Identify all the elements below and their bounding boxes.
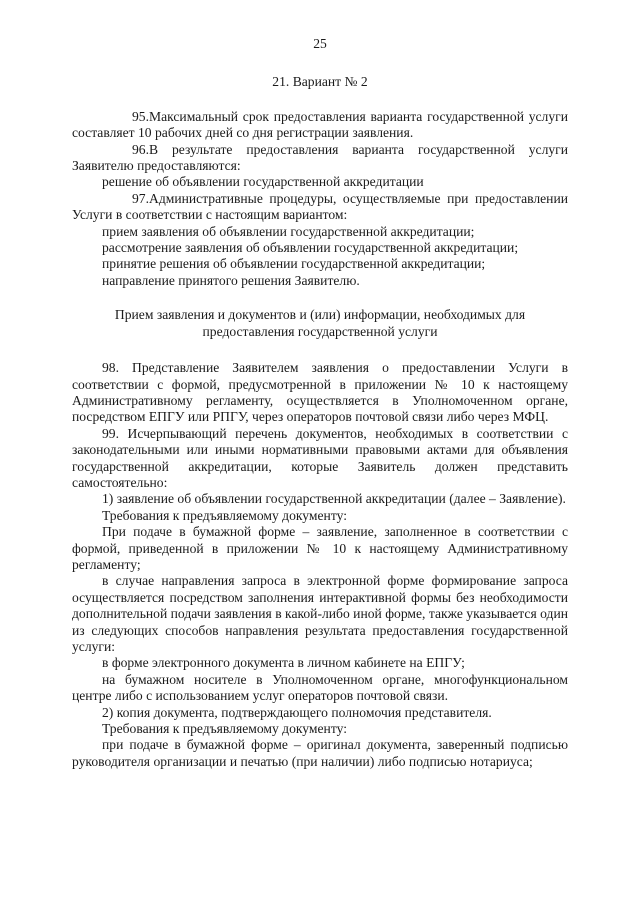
paragraph-text: направление принятого решения Заявителю.	[102, 272, 360, 288]
paragraph	[72, 142, 568, 175]
paragraph-text: в случае направления запроса в электронной форме формирование запроса осуществляется посредством заполнения интерактивной формы без необходимости дополнительной подачи заявления в какой-либо иной форме, также указывается один из следующих способов направления результата предоставления государственной услуги:	[72, 573, 568, 654]
paragraph-text: Административные процедуры, осуществляемые при предоставлении Услуги в соответствии с настоящим вариантом:	[72, 190, 568, 223]
paragraph-text: При подаче в бумажной форме – заявление, заполненное в соответствии с формой, приведенной в приложении № 10 к настоящему Административному регламенту;	[72, 524, 568, 572]
paragraph-text: Требования к предъявляемому документу:	[102, 507, 347, 523]
paragraph	[72, 737, 568, 770]
paragraph	[72, 655, 568, 671]
paragraph	[72, 426, 568, 492]
paragraphs-top	[72, 109, 568, 289]
paragraph-text: 2) копия документа, подтверждающего полномочия представителя.	[102, 704, 492, 720]
paragraph-text: 98. Представление Заявителем заявления о предоставлении Услуги в соответствии с формой, предусмотренной в приложении № 10 к настоящему Административному регламенту, осуществляется в Уполномоченном органе, посредством ЕПГУ или РПГУ, через операторов почтовой связи либо через МФЦ.	[72, 360, 568, 425]
paragraph	[72, 174, 568, 190]
paragraph-number: 97.	[132, 190, 149, 206]
paragraph-text: Требования к предъявляемому документу:	[102, 721, 347, 737]
paragraph-text: на бумажном носителе в Уполномоченном органе, многофункциональном центре либо с использованием услуг операторов почтовой связи.	[72, 671, 568, 704]
paragraph	[72, 524, 568, 573]
paragraph-text: Максимальный срок предоставления варианта государственной услуги составляет 10 рабочих дней со дня регистрации заявления.	[72, 108, 568, 141]
paragraph	[72, 360, 568, 426]
paragraph-text: 1) заявление об объявлении государственной аккредитации (далее – Заявление).	[102, 491, 566, 507]
paragraph-text: рассмотрение заявления об объявлении государственной аккредитации;	[102, 240, 519, 256]
paragraph	[72, 273, 568, 289]
section-title: 21. Вариант № 2	[272, 74, 368, 90]
paragraph-text: принятие решения об объявлении государственной аккредитации;	[102, 256, 486, 272]
paragraph-text: в форме электронного документа в личном кабинете на ЕПГУ;	[102, 655, 465, 671]
page-number: 25	[313, 36, 327, 51]
document-page	[72, 36, 568, 770]
paragraph	[72, 224, 568, 240]
paragraph	[72, 191, 568, 224]
paragraph-number: 95.	[132, 108, 149, 124]
subsection-title: Прием заявления и документов и (или) информации, необходимых для предоставления государственной услуги	[114, 307, 526, 339]
paragraph	[72, 256, 568, 272]
paragraph	[72, 491, 568, 507]
paragraph	[72, 508, 568, 524]
paragraph	[72, 240, 568, 256]
paragraph-text: при подаче в бумажной форме – оригинал документа, заверенный подписью руководителя организации и печатью (при наличии) либо подписью нотариуса;	[72, 737, 568, 769]
paragraph	[72, 705, 568, 721]
paragraph-number: 96.	[132, 141, 149, 157]
paragraph-text: В результате предоставления варианта государственной услуги Заявителю предоставляются:	[72, 141, 568, 174]
paragraph	[72, 721, 568, 737]
paragraphs-bottom	[72, 360, 568, 770]
paragraph-text: 99. Исчерпывающий перечень документов, необходимых в соответствии с законодательными или иными нормативными правовыми актами для объявления государственной аккредитации, которые Заявитель должен представить самостоятельно:	[72, 425, 568, 490]
paragraph-text: решение об объявлении государственной аккредитации	[102, 174, 424, 190]
paragraph-text: прием заявления об объявлении государственной аккредитации;	[102, 223, 475, 239]
paragraph	[72, 672, 568, 705]
paragraph	[72, 573, 568, 655]
paragraph	[72, 109, 568, 142]
